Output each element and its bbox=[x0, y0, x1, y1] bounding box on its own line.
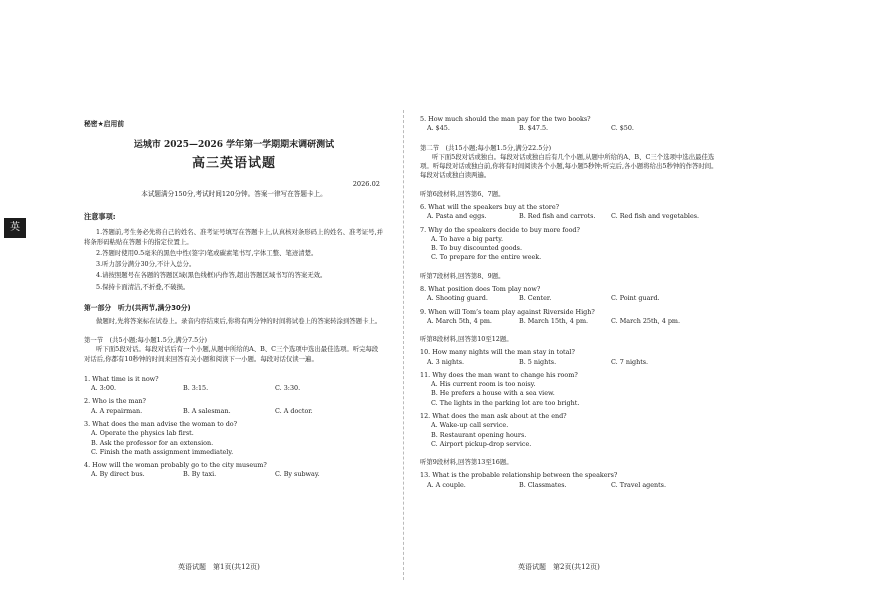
option: B. Restaurant opening hours. bbox=[431, 430, 527, 439]
note-item: 3.听力部分满分30分,不计入总分。 bbox=[96, 260, 196, 269]
material-heading: 听第9段材料,回答第13至16题。 bbox=[420, 458, 513, 467]
option: B. Ask the professor for an extension. bbox=[91, 438, 214, 447]
option: A. March 5th, 4 pm. bbox=[427, 316, 492, 325]
question-13: 13. What is the probable relationship between the speakers? bbox=[420, 471, 618, 480]
secret-label: 秘密★启用前 bbox=[84, 120, 125, 128]
question-1: 1. What time is it now? bbox=[84, 374, 159, 383]
question-7: 7. Why do the speakers decide to buy more food? bbox=[420, 225, 580, 234]
option: C. 3:30. bbox=[275, 384, 301, 393]
option: A. Operate the physics lab first. bbox=[91, 429, 194, 438]
options-row bbox=[84, 470, 384, 479]
option: A. By direct bus. bbox=[91, 470, 145, 479]
options-row bbox=[420, 481, 720, 490]
option: A. 3:00. bbox=[91, 384, 117, 393]
question-9: 9. When will Tom’s team play against Riverside High? bbox=[420, 307, 595, 316]
option: A. To have a big party. bbox=[431, 234, 504, 243]
question-6: 6. What will the speakers buy at the store? bbox=[420, 202, 560, 211]
option: C. 7 nights. bbox=[611, 357, 649, 366]
option: B. Center. bbox=[519, 294, 552, 303]
option: C. By subway. bbox=[275, 470, 320, 479]
option: C. Point guard. bbox=[611, 294, 660, 303]
question-3: 3. What does the man advise the woman to do? bbox=[84, 420, 238, 429]
option: A. $45. bbox=[427, 124, 450, 133]
option: A. Pasta and eggs. bbox=[427, 212, 487, 221]
option: B. He prefers a house with a sea view. bbox=[431, 389, 555, 398]
options-row bbox=[420, 358, 720, 367]
exam-title: 运城市 2025—2026 学年第一学期期末调研测试 bbox=[133, 139, 335, 150]
option: A. A repairman. bbox=[91, 406, 143, 415]
question-2: 2. Who is the man? bbox=[84, 397, 146, 406]
option: B. A salesman. bbox=[183, 406, 231, 415]
notes-list bbox=[84, 228, 384, 292]
material-heading: 听第8段材料,回答第10至12题。 bbox=[420, 335, 513, 344]
option: C. Finish the math assignment immediately. bbox=[91, 447, 234, 456]
options-row bbox=[420, 317, 720, 326]
option: C. A doctor. bbox=[275, 406, 313, 415]
option: A. His current room is too noisy. bbox=[431, 380, 536, 389]
section2-desc: 听下面5段对话或独白。每段对话或独白后有几个小题,从题中所给的A、B、C三个选项中选出最佳选项。听每段对话或独白前,你将有时间阅读各个小题,每小题5秒钟;听完后,各小题将给出5秒钟的作答时间。每段对话或独白读两遍。 bbox=[420, 152, 718, 180]
option: C. The lights in the parking lot are too bright. bbox=[431, 398, 580, 407]
options-row bbox=[420, 212, 720, 221]
page-divider bbox=[403, 110, 405, 580]
section2-title: 第二节 (共15小题;每小题1.5分,满分22.5分) bbox=[420, 143, 552, 152]
option: C. Airport pickup-drop service. bbox=[431, 439, 532, 448]
note-item: 2.答题时使用0.5毫米的黑色中性(签字)笔或碳素笔书写,字体工整、笔迹清楚。 bbox=[96, 248, 318, 257]
option: B. Red fish and carrots. bbox=[519, 212, 596, 221]
page-2 bbox=[420, 115, 720, 490]
option: B. March 15th, 4 pm. bbox=[519, 316, 589, 325]
question-12: 12. What does the man ask about at the end? bbox=[420, 412, 567, 421]
note-item: 4.请按照题号在各题的答题区域(黑色线框)内作答,超出答题区域书写的答案无效。 bbox=[96, 271, 327, 280]
option: C. Travel agents. bbox=[611, 480, 666, 489]
option: A. 3 nights. bbox=[427, 357, 465, 366]
option: C. Red fish and vegetables. bbox=[611, 212, 700, 221]
note-item: 5.保持卡面清洁,不折叠,不破损。 bbox=[96, 282, 190, 291]
option: C. March 25th, 4 pm. bbox=[611, 316, 681, 325]
option: A. Wake-up call service. bbox=[431, 421, 509, 430]
subject-title: 高三英语试题 bbox=[191, 155, 276, 171]
page-1-footer: 英语试题 第1页(共12页) bbox=[178, 563, 260, 571]
option: B. By taxi. bbox=[183, 470, 217, 479]
option: B. 3:15. bbox=[183, 384, 209, 393]
page-2-footer: 英语试题 第2页(共12页) bbox=[518, 563, 600, 571]
exam-date: 2026.02 bbox=[352, 179, 380, 188]
options-row bbox=[420, 294, 720, 303]
material-heading: 听第6段材料,回答第6、7题。 bbox=[420, 189, 505, 198]
option: B. $47.5. bbox=[519, 124, 549, 133]
page-1 bbox=[84, 120, 384, 480]
option: B. Classmates. bbox=[519, 480, 567, 489]
options-row bbox=[420, 124, 720, 133]
section1-desc: 听下面5段对话。每段对话后有一个小题,从题中所给的A、B、C三个选项中选出最佳选项。听完每段对话后,你都有10秒钟的时间来回答有关小题和阅读下一小题。每段对话仅读一遍。 bbox=[84, 345, 379, 363]
options-row bbox=[84, 384, 384, 393]
question-8: 8. What position does Tom play now? bbox=[420, 284, 541, 293]
option: B. To buy discounted goods. bbox=[431, 244, 522, 253]
exam-info: 本试题满分150分,考试时间120分钟。答案一律写在答题卡上。 bbox=[141, 190, 327, 199]
question-4: 4. How will the woman probably go to the city museum? bbox=[84, 461, 267, 470]
notes-title: 注意事项: bbox=[84, 211, 116, 221]
question-5: 5. How much should the man pay for the two books? bbox=[420, 115, 591, 123]
option: A. A couple. bbox=[427, 480, 466, 489]
question-10: 10. How many nights will the man stay in total? bbox=[420, 348, 575, 357]
part1-desc: 做题时,先将答案标在试卷上。录音内容结束后,你将有两分钟的时间将试卷上的答案转涂到答题卡上。 bbox=[96, 316, 382, 325]
material-heading: 听第7段材料,回答第8、9题。 bbox=[420, 271, 505, 280]
option: C. $50. bbox=[611, 124, 634, 133]
option: C. To prepare for the entire week. bbox=[431, 253, 542, 262]
part1-title: 第一部分 听力(共两节,满分30分) bbox=[84, 303, 191, 312]
question-11: 11. Why does the man want to change his room? bbox=[420, 370, 578, 379]
options-row bbox=[84, 407, 384, 416]
subject-side-tab: 英 bbox=[4, 218, 26, 238]
option: B. 5 nights. bbox=[519, 357, 557, 366]
note-item: 1.答题前,考生务必先将自己的姓名、准考证号填写在答题卡上,认真核对条形码上的姓名、准考证号,并将条形码粘贴在答题卡的指定位置上。 bbox=[84, 228, 383, 246]
section1-title: 第一节 (共5小题;每小题1.5分,满分7.5分) bbox=[84, 336, 208, 345]
option: A. Shooting guard. bbox=[427, 294, 488, 303]
